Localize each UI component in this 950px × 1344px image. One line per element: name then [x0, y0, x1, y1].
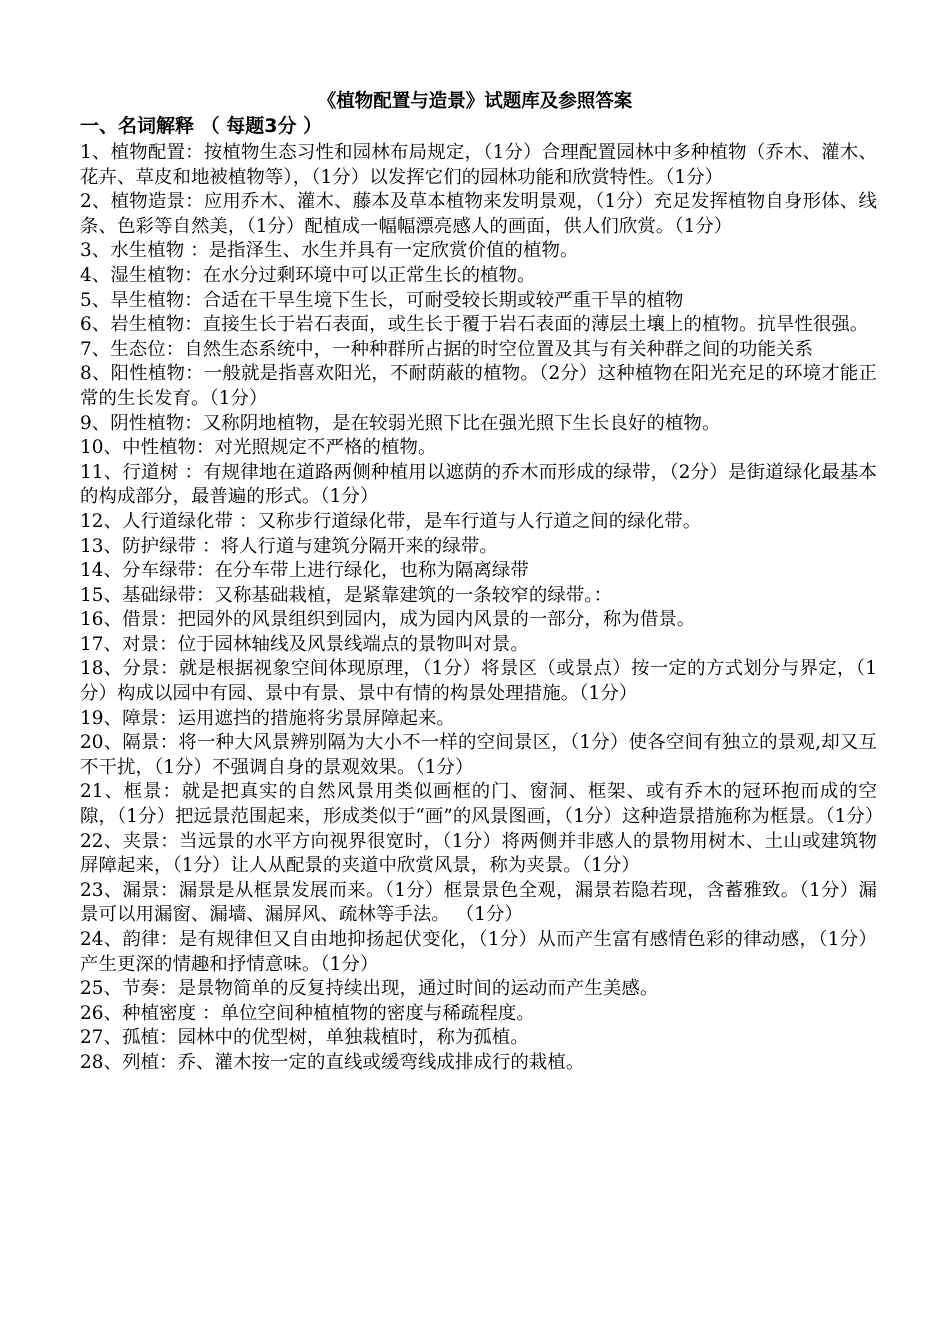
term-entry: 23、漏景：漏景是从框景发展而来。（1分）框景景色全观，漏景若隐若现，含蓄雅致。（1分）漏景可以用漏窗、漏墙、漏屏风、疏林等手法。 （1分） — [80, 879, 877, 926]
term-entry: 10、中性植物：对光照规定不严格的植物。 — [80, 437, 437, 459]
term-entry: 4、湿生植物：在水分过剩环境中可以正常生长的植物。 — [80, 264, 536, 286]
term-entry: 7、生态位：自然生态系统中，一种种群所占据的时空位置及其与有关种群之间的功能关系 — [80, 338, 813, 360]
term-entry: 25、节奏：是景物简单的反复持续出现，通过时间的运动而产生美感。 — [80, 978, 659, 1000]
section-heading: 一、名词解释 （ 每题3分 ） — [80, 115, 323, 137]
term-definition-list — [80, 141, 884, 1076]
term-entry: 26、种植密度 ：单位空间种植植物的密度与稀疏程度。 — [80, 1002, 535, 1024]
term-entry: 28、列植：乔、灌木按一定的直线或缓弯线成排成行的栽植。 — [80, 1051, 585, 1073]
term-entry: 22、夹景：当远景的水平方向视界很宽时，（1分）将两侧并非感人的景物用树木、土山或建筑物屏障起来，（1分）让人从配景的夹道中欣赏风景，称为夹景。（1分） — [80, 830, 877, 877]
term-entry: 13、防护绿带 ：将人行道与建筑分隔开来的绿带。 — [80, 535, 498, 557]
term-entry: 1、植物配置：按植物生态习性和园林布局规定，（1分）合理配置园林中多种植物（乔木、灌木、花卉、草皮和地被植物等），（1分）以发挥它们的园林功能和欣赏特性。（1分） — [80, 142, 877, 188]
term-entry: 12、人行道绿化带 ：又称步行道绿化带，是车行道与人行道之间的绿化带。 — [80, 510, 702, 532]
term-entry: 18、分景：就是根据视象空间体现原理，（1分）将景区（或景点）按一定的方式划分与界定，（1分）构成以园中有园、景中有景、景中有情的构景处理措施。（1分） — [80, 658, 877, 705]
term-entry: 16、借景：把园外的风景组织到园内，成为园内风景的一部分，称为借景。 — [80, 609, 696, 631]
term-entry: 19、障景：运用遮挡的措施将劣景屏障起来。 — [80, 707, 455, 729]
term-entry: 20、隔景：将一种大风景辨别隔为大小不一样的空间景区，（1分）使各空间有独立的景观,却又互不干扰，（1分）不强调自身的景观效果。（1分） — [80, 732, 877, 778]
term-entry: 21、框景：就是把真实的自然风景用类似画框的门、窗洞、框架、或有乔木的冠环抱而成的空隙，（1分）把远景范围起来，形成类似于“画”的风景图画，（1分）这种造景措施称为框景。（1分） — [80, 781, 884, 828]
term-entry: 11、行道树 ：有规律地在道路两侧种植用以遮荫的乔木而形成的绿带，（2分）是街道绿化最基本的构成部分，最普遍的形式。（1分） — [80, 461, 877, 508]
document-title: 《植物配置与造景》试题库及参照答案 — [317, 91, 633, 112]
term-entry: 24、韵律：是有规律但又自由地抑扬起伏变化，（1分）从而产生富有感情色彩的律动感，（1分）产生更深的情趣和抒情意味。（1分） — [80, 929, 877, 975]
term-entry: 3、水生植物 ：是指泽生、水生并具有一定欣赏价值的植物。 — [80, 240, 579, 262]
term-entry: 5、旱生植物：合适在干旱生境下生长，可耐受较长期或较严重干旱的植物 — [80, 289, 684, 311]
term-entry: 14、分车绿带：在分车带上进行绿化，也称为隔离绿带 — [80, 560, 529, 582]
term-entry: 27、孤植：园林中的优型树，单独栽植时，称为孤植。 — [80, 1027, 529, 1049]
term-entry: 17、对景：位于园林轴线及风景线端点的景物叫对景。 — [80, 633, 529, 655]
term-entry: 2、植物造景：应用乔木、灌木、藤本及草本植物来发明景观，（1分）充足发挥植物自身形体、线条、色彩等自然美，（1分）配植成一幅幅漂亮感人的画面，供人们欣赏。（1分） — [80, 191, 877, 237]
term-entry: 15、基础绿带：又称基础栽植，是紧靠建筑的一条较窄的绿带。： — [80, 584, 613, 606]
term-entry: 8、阳性植物：一般就是指喜欢阳光，不耐荫蔽的植物。（2分）这种植物在阳光充足的环境才能正常的生长发育。（1分） — [80, 363, 877, 409]
term-entry: 9、阴性植物：又称阴地植物，是在较弱光照下比在强光照下生长良好的植物。 — [80, 412, 721, 434]
term-entry: 6、岩生植物：直接生长于岩石表面，或生长于覆于岩石表面的薄层土壤上的植物。抗旱性很强。 — [80, 314, 869, 336]
